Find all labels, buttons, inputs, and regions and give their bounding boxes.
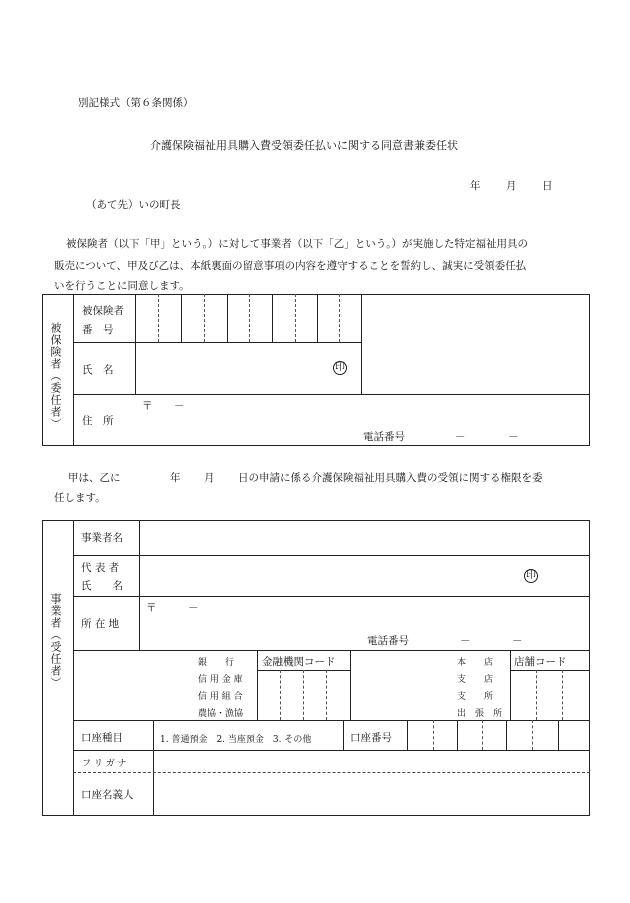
addressee: （あて先）いの町長 [86, 199, 181, 211]
insured-name-label: 氏 名 [82, 364, 114, 376]
insured-address-label: 住 所 [82, 415, 114, 427]
account-holder-field[interactable] [154, 773, 589, 815]
delegation-line-2: 任します。 [54, 492, 106, 504]
representative-label-2: 氏 名 [81, 580, 123, 592]
business-name-label: 事業者名 [81, 532, 123, 544]
insured-phone-dash-2: － [508, 431, 519, 443]
branch-code-label: 店舗コード [514, 656, 567, 668]
date-month-label: 月 [506, 180, 517, 192]
furigana-label: フ リ ガ ナ [82, 759, 127, 769]
branch-type-branch: 支 店 [457, 675, 494, 685]
provider-side-label: 事業者（受任者） [49, 593, 62, 689]
representative-label-1: 代 表 者 [81, 562, 120, 574]
intro-line-2: 販売について、甲及び乙は、本紙裏面の留意事項の内容を遵守することを誓約し、誠実に受領委任払 [54, 260, 527, 272]
bank-code-field[interactable] [258, 671, 349, 719]
branch-code-field[interactable] [511, 671, 589, 719]
furigana-field[interactable] [154, 751, 589, 771]
location-label: 所 在 地 [81, 618, 120, 630]
bank-type-nokyo: 農協・漁協 [198, 709, 244, 719]
form-label: 別記様式（第６条関係） [78, 97, 194, 109]
intro-line-1: 被保険者（以下「甲」という。）に対して事業者（以下「乙」という。）が実施した特定福祉用具の [66, 238, 528, 250]
insured-name-field[interactable] [136, 343, 360, 393]
provider-phone-label: 電話番号 [367, 635, 409, 647]
branch-type-agency: 出 張 所 [457, 709, 503, 719]
provider-seal-mark: 印 [526, 570, 536, 581]
bank-type-shinkumi: 信 用 組 合 [198, 692, 243, 702]
bank-type-shinkin: 信 用 金 庫 [198, 675, 243, 685]
insured-address-field[interactable] [136, 395, 589, 445]
branch-type-office: 支 所 [457, 692, 494, 702]
delegation-prefix: 甲は、乙に [68, 472, 121, 484]
account-number-label: 口座番号 [350, 732, 392, 744]
form-title: 介護保険福祉用具購入費受領委任払いに関する同意書兼委任状 [150, 139, 458, 152]
insured-postal-dash: － [174, 400, 185, 412]
insured-phone-dash-1: － [455, 431, 466, 443]
insured-postal-mark: 〒 [142, 400, 153, 412]
representative-name-field[interactable] [140, 556, 589, 595]
delegation-text: 日の申請に係る介護保険福祉用具購入費の受領に関する権限を委 [238, 472, 543, 484]
delegation-month: 月 [204, 472, 215, 484]
branch-type-main: 本 店 [457, 658, 494, 668]
date-year-label: 年 [470, 180, 481, 192]
provider-postal-mark: 〒 [146, 602, 157, 614]
account-type-label: 口座種目 [81, 732, 123, 744]
insured-side-label: 被保険者（委任者） [49, 322, 62, 430]
account-type-options[interactable]: 1. 普通預金 2. 当座預金 3. その他 [160, 735, 312, 745]
bank-code-label: 金融機関コード [262, 656, 336, 668]
date-day-label: 日 [542, 180, 553, 192]
insured-seal-mark: 印 [335, 362, 345, 373]
insured-number-label-2: 番 号 [82, 324, 114, 336]
provider-postal-dash: － [188, 602, 199, 614]
delegation-year: 年 [170, 472, 181, 484]
insured-number-label-1: 被保険者 [82, 305, 124, 317]
provider-phone-dash-1: － [460, 635, 471, 647]
insured-phone-label: 電話番号 [363, 431, 405, 443]
business-name-field[interactable] [140, 521, 589, 555]
location-field[interactable] [140, 597, 589, 650]
insured-number-field[interactable] [136, 295, 360, 341]
provider-phone-dash-2: － [512, 635, 523, 647]
intro-line-3: いを行うことに同意します。 [54, 280, 190, 292]
bank-type-bank: 銀 行 [198, 658, 235, 668]
account-number-field[interactable] [408, 721, 589, 749]
account-holder-label: 口座名義人 [81, 789, 134, 801]
